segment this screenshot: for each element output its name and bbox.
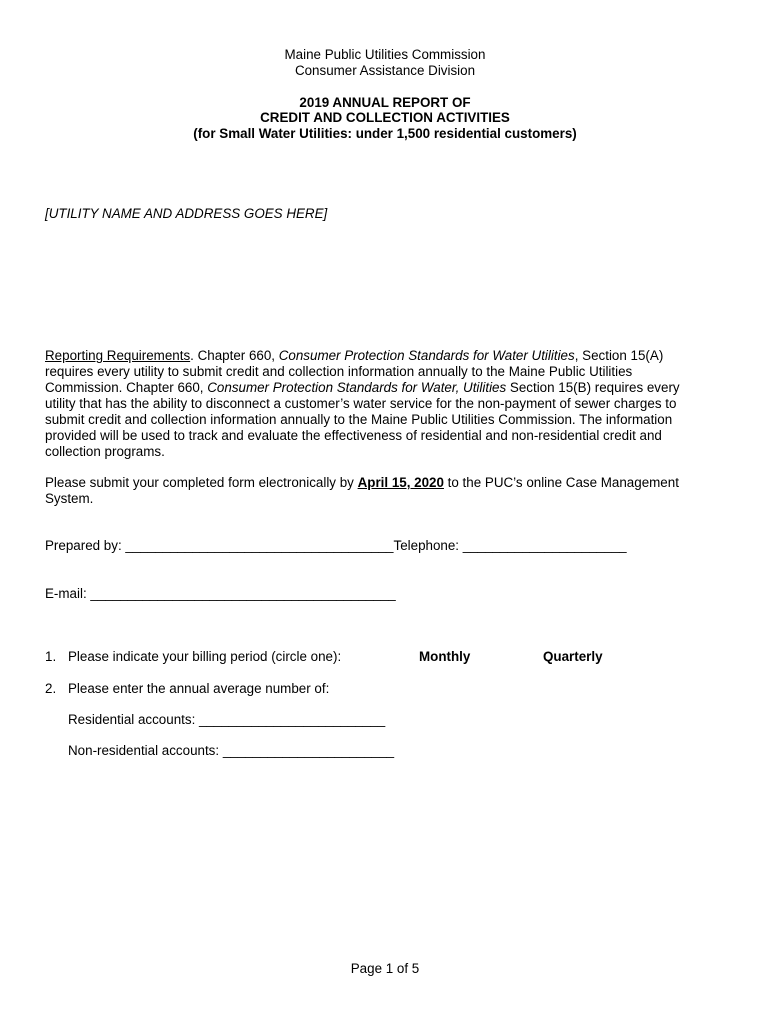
residential-accounts-field[interactable]: _________________________ bbox=[199, 712, 386, 727]
requirements-text: Commission. Chapter 660, bbox=[45, 380, 208, 395]
nonresidential-accounts-row bbox=[68, 743, 394, 758]
requirements-standard-title: Consumer Protection Standards for Water, Utilities bbox=[207, 380, 507, 395]
telephone-label: Telephone: bbox=[393, 538, 463, 553]
submission-text: System. bbox=[45, 491, 94, 506]
question-2-text: Please enter the annual average number of: bbox=[68, 681, 330, 696]
residential-accounts-row bbox=[68, 712, 385, 727]
requirements-standard-title: Consumer Protection Standards for Water Utilities bbox=[278, 348, 575, 363]
prepared-by-field[interactable]: ____________________________________ bbox=[125, 538, 394, 553]
question-1-text: Please indicate your billing period (circle one): bbox=[68, 649, 342, 664]
reporting-requirements-paragraph bbox=[45, 348, 725, 460]
submission-paragraph bbox=[45, 475, 725, 507]
requirements-text: Section 15(B) requires every bbox=[506, 380, 680, 395]
page-number: Page 1 of 5 bbox=[350, 961, 420, 976]
requirements-text: , Section 15(A) bbox=[574, 348, 664, 363]
org-division: Consumer Assistance Division bbox=[294, 63, 476, 78]
nonresidential-accounts-field[interactable]: _______________________ bbox=[222, 743, 395, 758]
report-title-line1: 2019 ANNUAL REPORT OF bbox=[299, 95, 471, 110]
prepared-by-row bbox=[45, 538, 627, 553]
report-title-line3: (for Small Water Utilities: under 1,500 residential customers) bbox=[193, 126, 577, 141]
question-1-number: 1. bbox=[45, 649, 57, 664]
org-name: Maine Public Utilities Commission bbox=[284, 47, 486, 62]
requirements-text: submit credit and collection information annually to the Maine Public Utilities Commission. The information bbox=[45, 412, 673, 427]
billing-option-quarterly[interactable]: Quarterly bbox=[543, 649, 603, 664]
residential-accounts-label: Residential accounts: bbox=[68, 712, 200, 727]
requirements-text: collection programs. bbox=[45, 444, 165, 459]
requirements-text: utility that has the ability to disconnect a customer’s water service for the non-payment of sewer charges to bbox=[45, 396, 677, 411]
email-row bbox=[45, 586, 396, 601]
question-2-number: 2. bbox=[45, 681, 57, 696]
report-title-line2: CREDIT AND COLLECTION ACTIVITIES bbox=[260, 110, 510, 125]
reporting-requirements-heading: Reporting Requirements bbox=[45, 348, 191, 363]
requirements-text: . Chapter 660, bbox=[190, 348, 279, 363]
requirements-text: provided will be used to track and evaluate the effectiveness of residential and non-residential credit and bbox=[45, 428, 662, 443]
prepared-by-label: Prepared by: bbox=[45, 538, 126, 553]
nonresidential-accounts-label: Non-residential accounts: bbox=[68, 743, 223, 758]
email-field[interactable]: _________________________________________ bbox=[90, 586, 396, 601]
submission-text: Please submit your completed form electronically by bbox=[45, 475, 358, 490]
submission-text: to the PUC’s online Case Management bbox=[443, 475, 679, 490]
email-label: E-mail: bbox=[45, 586, 91, 601]
telephone-field[interactable]: ______________________ bbox=[462, 538, 627, 553]
utility-name-placeholder: [UTILITY NAME AND ADDRESS GOES HERE] bbox=[45, 206, 328, 221]
requirements-text: requires every utility to submit credit and collection information annually to the Maine Public Utilities bbox=[45, 364, 633, 379]
billing-option-monthly[interactable]: Monthly bbox=[419, 649, 471, 664]
submission-deadline: April 15, 2020 bbox=[357, 475, 444, 490]
